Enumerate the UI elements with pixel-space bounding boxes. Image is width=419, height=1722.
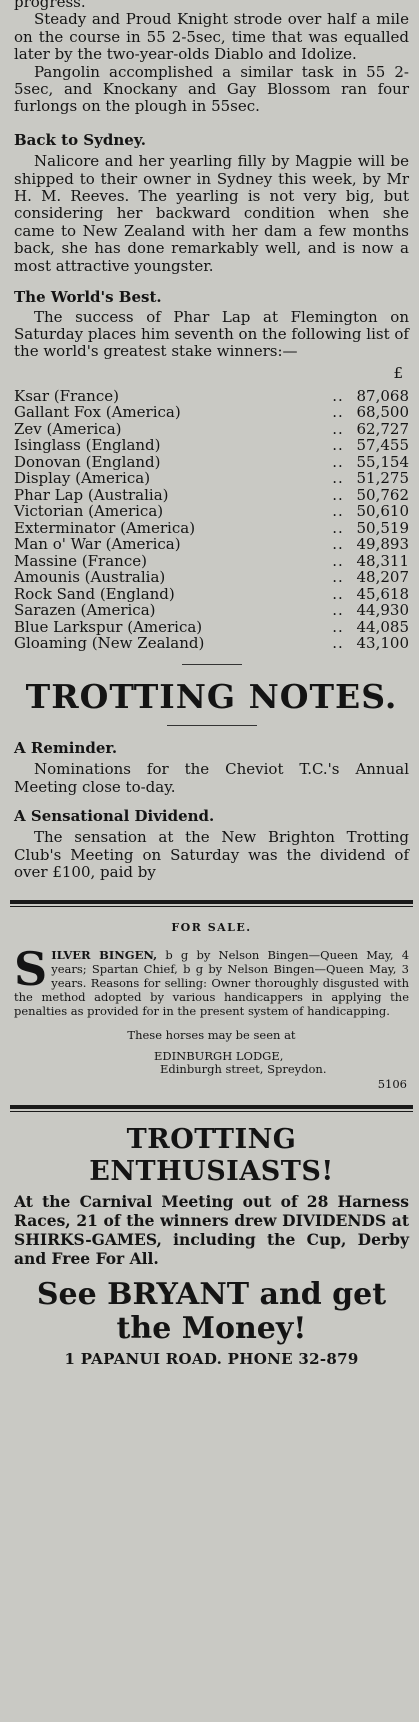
- stake-winner-row: [14, 503, 409, 520]
- leader-dots: ..: [332, 535, 344, 554]
- winner-value: 62,727: [356, 419, 409, 438]
- stake-winner-row: [14, 586, 409, 603]
- winner-name: Donovan (England): [14, 452, 161, 471]
- winner-value: 48,311: [356, 551, 409, 570]
- stake-winner-row: [14, 437, 409, 454]
- winner-name: Display (America): [14, 469, 151, 488]
- for-sale-lead: ILVER BINGEN,: [51, 947, 158, 962]
- winner-name: Blue Larkspur (America): [14, 617, 203, 636]
- stake-winner-row: [14, 454, 409, 471]
- winner-name: Gallant Fox (America): [14, 403, 181, 422]
- for-sale-dropcap: S: [14, 941, 48, 996]
- for-sale-body: [14, 941, 410, 1018]
- stake-winner-row: [14, 388, 409, 405]
- section-divider: [182, 664, 242, 665]
- leader-dots: ..: [332, 617, 344, 636]
- stake-winner-row: [14, 553, 409, 570]
- winner-name: Exterminator (America): [14, 518, 196, 537]
- leader-dots: ..: [332, 601, 344, 620]
- leader-dots: ..: [332, 518, 344, 537]
- leader-dots: ..: [332, 551, 344, 570]
- worlds-best-body: The success of Phar Lap at Flemington on Saturday places him seventh on the following list of the world's greatest stake winners:—: [14, 307, 409, 361]
- winner-value: 50,610: [356, 502, 409, 521]
- stake-winner-row: [14, 421, 409, 438]
- reminder-heading: A Reminder.: [14, 738, 118, 757]
- stake-winners-table: [14, 388, 409, 652]
- back-to-sydney-heading: Back to Sydney.: [14, 130, 147, 149]
- reminder-body: Nominations for the Cheviot T.C.'s Annual Meeting close to-day.: [14, 760, 409, 796]
- stake-winner-row: [14, 470, 409, 487]
- for-sale-ref: 5106: [377, 1076, 407, 1091]
- leader-dots: ..: [332, 452, 344, 471]
- for-sale-address: [154, 1050, 409, 1076]
- advert-top-thin-rule: [10, 906, 413, 907]
- winner-value: 43,100: [356, 634, 409, 653]
- top-fragment: progress.: [14, 0, 86, 11]
- leader-dots: ..: [332, 568, 344, 587]
- winner-name: Gloaming (New Zealand): [14, 634, 205, 653]
- worlds-best-heading: The World's Best.: [14, 288, 162, 307]
- leader-dots: ..: [332, 502, 344, 521]
- winner-name: Isinglass (England): [14, 436, 161, 455]
- winner-value: 49,893: [356, 535, 409, 554]
- winner-name: Ksar (France): [14, 386, 119, 405]
- stake-winner-row: [14, 635, 409, 652]
- leader-dots: ..: [332, 403, 344, 422]
- enthusiasts-body: At the Carnival Meeting out of 28 Harness Races, 21 of the winners drew DIVIDENDS at SHIRKS-GAMES, including the Cup, Derby and Free For All.: [14, 1191, 409, 1268]
- winner-value: 45,618: [356, 584, 409, 603]
- winner-value: 87,068: [356, 386, 409, 405]
- stake-winner-row: [14, 536, 409, 553]
- winner-name: Amounis (Australia): [14, 568, 166, 587]
- winner-value: 57,455: [356, 436, 409, 455]
- winner-name: Sarazen (America): [14, 601, 156, 620]
- winner-name: Zev (America): [14, 419, 122, 438]
- stake-winner-row: [14, 569, 409, 586]
- winner-name: Victorian (America): [14, 502, 164, 521]
- leader-dots: ..: [332, 469, 344, 488]
- intro-paragraph-1: Steady and Proud Knight strode over half a mile on the course in 55 2-5sec, time that was equalled later by the two-year-olds Diablo and Idolize.: [14, 10, 409, 64]
- winner-name: Rock Sand (England): [14, 584, 175, 603]
- stake-winner-row: [14, 602, 409, 619]
- winner-value: 50,519: [356, 518, 409, 537]
- address-line-2: Edinburgh street, Spreydon.: [160, 1061, 327, 1076]
- winner-value: 68,500: [356, 403, 409, 422]
- enthusiasts-big-line: See BRYANT and get the Money!: [36, 1276, 387, 1346]
- for-sale-note: These horses may be seen at: [127, 1027, 296, 1042]
- for-sale-text: b g by Nelson Bingen—Queen May, 4 years; Spartan Chief, b g by Nelson Bingen—Queen May, 3 years. Reasons for selling: Owner thoroughly disgusted with the method adopted by various handicappers in applying the penalties as provided for in the present system of handicapping.: [14, 947, 410, 1018]
- winner-value: 50,762: [356, 485, 409, 504]
- stake-winner-row: [14, 404, 409, 421]
- winner-value: 55,154: [356, 452, 409, 471]
- stake-winner-row: [14, 520, 409, 537]
- leader-dots: ..: [332, 634, 344, 653]
- trotting-notes-heading: TROTTING NOTES.: [25, 676, 398, 716]
- winner-name: Massine (France): [14, 551, 147, 570]
- leader-dots: ..: [332, 436, 344, 455]
- winner-value: 48,207: [356, 568, 409, 587]
- dividend-heading: A Sensational Dividend.: [14, 806, 215, 825]
- leader-dots: ..: [332, 584, 344, 603]
- winner-value: 44,930: [356, 601, 409, 620]
- dividend-body: The sensation at the New Brighton Trotting Club's Meeting on Saturday was the dividend of over £100, paid by: [14, 828, 409, 882]
- currency-unit: £: [393, 363, 403, 382]
- winner-value: 44,085: [356, 617, 409, 636]
- advert-middle-thin-rule: [10, 1111, 413, 1112]
- enthusiasts-heading: TROTTING ENTHUSIASTS!: [89, 1123, 334, 1187]
- stake-winner-row: [14, 619, 409, 636]
- leader-dots: ..: [332, 485, 344, 504]
- winner-name: Phar Lap (Australia): [14, 485, 169, 504]
- back-to-sydney-body: Nalicore and her yearling filly by Magpie will be shipped to their owner in Sydney this week, by Mr H. M. Reeves. The yearling is not very big, but considering her backward condition when she came to New Zealand with her dam a few months back, she has done remarkably well, and is now a most attractive youngster.: [14, 152, 409, 275]
- stake-winner-row: [14, 487, 409, 504]
- for-sale-title: FOR SALE.: [171, 920, 252, 934]
- winner-name: Man o' War (America): [14, 535, 181, 554]
- advert-middle-rule: [10, 1105, 413, 1109]
- leader-dots: ..: [332, 419, 344, 438]
- winner-value: 51,275: [356, 469, 409, 488]
- heading-underline: [167, 725, 257, 726]
- enthusiasts-address-line: 1 PAPANUI ROAD. PHONE 32-879: [64, 1349, 359, 1368]
- intro-paragraph-2: Pangolin accomplished a similar task in 55 2-5sec, and Knockany and Gay Blossom ran four furlongs on the plough in 55sec.: [14, 62, 409, 116]
- address-line-1: EDINBURGH LODGE,: [154, 1048, 284, 1063]
- leader-dots: ..: [332, 386, 344, 405]
- advert-top-rule: [10, 900, 413, 904]
